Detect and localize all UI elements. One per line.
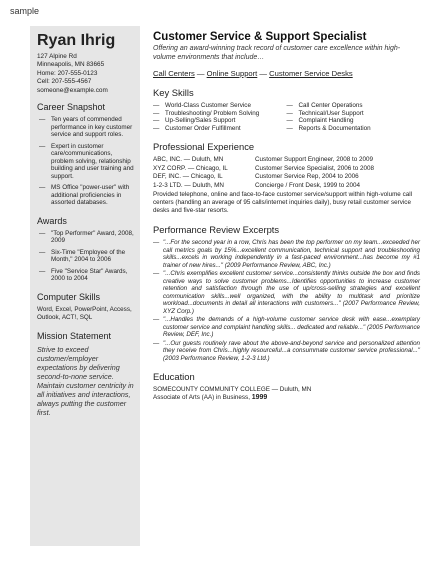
experience-role: Customer Service Rep, 2004 to 2006 (255, 173, 359, 181)
dash-bullet: — (39, 229, 46, 237)
skills-column-left (153, 102, 287, 132)
skill-text: Customer Order Fulfillment (165, 124, 241, 132)
skill-item (153, 117, 287, 125)
dash-bullet: — (153, 124, 160, 132)
dash-bullet: — (153, 109, 160, 117)
dash-bullet: — (39, 184, 46, 192)
list-item-text: Ten years of commended performance in key customer service and support roles. (51, 116, 133, 139)
computer-skills-text: Word, Excel, PowerPoint, Access, Outlook, ACT!, SQL (37, 305, 132, 321)
list-item (37, 116, 134, 139)
dash-bullet: — (39, 248, 46, 256)
list-item-text: Six-Time "Employee of the Month," 2004 to 2006 (51, 248, 126, 264)
review-item (153, 239, 420, 269)
key-skills-heading: Key Skills (153, 87, 194, 98)
dash-bullet: — (153, 316, 160, 323)
resume-title: Customer Service & Support Specialist (153, 31, 367, 43)
tagline-item: Call Centers (153, 69, 195, 78)
dash-bullet: — (39, 267, 46, 275)
skill-item (287, 117, 421, 125)
skill-text: Call Center Operations (298, 102, 363, 109)
education-year: 1999 (251, 394, 268, 401)
skill-item (287, 125, 421, 133)
education-degree: Associate of Arts (AA) in Business, (153, 394, 250, 401)
dash-bullet: — (153, 239, 160, 246)
skill-text: Technical/User Support (298, 109, 364, 117)
awards-heading: Awards (37, 215, 67, 226)
list-item (37, 143, 134, 181)
experience-company: 1-2-3 LTD. — Duluth, MN (153, 181, 224, 189)
reviews-list (153, 239, 420, 362)
experience-list (153, 156, 420, 190)
dash-bullet: — (286, 124, 293, 132)
objective-text: Offering an award-winning track record of customer care excellence within high-volume environments that include… (153, 45, 401, 61)
education-heading: Education (153, 371, 195, 382)
skill-item (153, 110, 287, 118)
skill-text: Reports & Documentation (298, 124, 371, 132)
review-text: "...Handles the demands of a high-volume customer service desk with ease...exemplary customer service and complaint handling skills... dedicated and reliable..." (2005 Performance Review, DEF, Inc.) (163, 316, 420, 338)
experience-row (153, 173, 420, 181)
skill-item (287, 102, 421, 110)
reviews-heading: Performance Review Excerpts (153, 224, 280, 235)
experience-company: XYZ CORP. — Chicago, IL (153, 164, 228, 172)
tagline-separator: — (259, 69, 268, 78)
list-item (37, 268, 134, 283)
career-snapshot-heading: Career Snapshot (37, 102, 106, 113)
education-school: SOMECOUNTY COMMUNITY COLLEGE — Duluth, MN (153, 386, 312, 393)
experience-row (153, 165, 420, 173)
contact-info (37, 53, 134, 95)
education-block (153, 386, 420, 402)
career-snapshot-list (37, 116, 134, 207)
skill-item (153, 102, 287, 110)
review-text: "...For the second year in a row, Chris has been the top performer on my team...exceeded her call metrics goals by 15%...excellent communication, technical support and troubleshooting skills...excels in working independently in a fast-paced environment...has become my #1 trainer of new hires..." (2009 Performance Review, ABC, Inc.) (163, 239, 420, 269)
skill-text: Up-Selling/Sales Support (165, 117, 236, 125)
skills-column-right (287, 102, 421, 132)
contact-cell-phone: Cell: 207-555-4567 (37, 78, 92, 86)
education-degree-line (153, 394, 420, 402)
review-item (153, 270, 420, 315)
experience-row (153, 182, 420, 190)
tagline-separator: — (196, 69, 205, 78)
skill-item (153, 125, 287, 133)
dash-bullet: — (286, 102, 293, 109)
skill-item (287, 110, 421, 118)
experience-company: DEF, INC. — Chicago, IL (153, 173, 223, 181)
experience-role: Concierge / Front Desk, 1999 to 2004 (255, 181, 361, 189)
mission-statement-heading: Mission Statement (37, 330, 112, 341)
experience-heading: Professional Experience (153, 141, 255, 153)
list-item (37, 184, 134, 207)
review-item (153, 340, 420, 363)
candidate-name: Ryan Ihrig (37, 32, 116, 49)
contact-address: 127 Alpine Rd (37, 53, 77, 60)
key-skills-grid (153, 102, 420, 132)
specialty-tagline (153, 69, 420, 78)
list-item (37, 249, 134, 264)
main-content (140, 26, 424, 546)
dash-bullet: — (39, 142, 46, 150)
computer-skills-heading: Computer Skills (37, 291, 101, 302)
review-text: "...Chris exemplifies excellent customer service...consistently thinks outside the box and finds creative ways to solve customer problems...Identifies opportunities to increase customer retention and satisfaction through the use of up/cross-selling strategies and excellent communication skills...well organized, with the ability to multitask and prioritize workload...documents in detail all interactions with customers..." (2007 Performance Review, XYZ Corp.) (163, 270, 420, 315)
dash-bullet: — (153, 117, 160, 125)
review-text: "...Our guests routinely rave about the above-and-beyond service and personalized attention they receive from Chris...highly resourceful...a consummate customer service professional..." (2003 Performance Review, 1-2-3 Ltd.) (163, 339, 420, 362)
mission-statement-text: Strive to exceed customer/employer expectations by delivering second-to-none service. Maintain customer centricity in all initiatives and interactions, always putting the customer first. (37, 344, 134, 417)
dash-bullet: — (286, 109, 293, 117)
dash-bullet: — (153, 270, 160, 277)
experience-role: Customer Service Specialist, 2006 to 2008 (255, 164, 375, 172)
dash-bullet: — (153, 339, 160, 347)
skill-text: World-Class Customer Service (165, 102, 251, 109)
skill-text: Complaint Handling (298, 117, 354, 125)
contact-email[interactable]: someone@example.com (37, 86, 108, 94)
review-item (153, 316, 420, 339)
sidebar (30, 26, 140, 546)
resume-page (30, 26, 424, 546)
list-item-text: Five "Service Star" Awards, 2000 to 2004 (51, 267, 128, 283)
list-item-text: MS Office "power-user" with additional proficiencies in assorted databases. (51, 184, 130, 207)
tagline-item: Customer Service Desks (269, 69, 353, 78)
experience-company: ABC, INC. — Duluth, MN (153, 156, 224, 164)
skill-text: Troubleshooting/ Problem Solving (165, 109, 260, 117)
experience-row (153, 156, 420, 164)
contact-city: Minneapolis, MN 83665 (37, 61, 105, 69)
experience-description: Provided telephone, online and face-to-face customer service/support within high-volume call centers (handling an average of 95 calls/internet inquiries daily), busy retail customer service desks and five-star resorts. (153, 191, 413, 214)
awards-list (37, 230, 134, 283)
experience-role: Customer Support Engineer, 2008 to 2009 (255, 156, 373, 164)
tagline-item: Online Support (206, 69, 258, 78)
list-item (37, 230, 134, 245)
sample-label: sample (10, 6, 40, 16)
contact-home-phone: Home: 207-555-0123 (37, 69, 98, 77)
list-item-text: "Top Performer" Award, 2008, 2009 (51, 229, 134, 245)
dash-bullet: — (153, 102, 160, 109)
dash-bullet: — (286, 117, 293, 125)
dash-bullet: — (39, 116, 46, 124)
list-item-text: Expert in customer care/communications, problem solving, relationship building and user training and support. (51, 142, 134, 180)
